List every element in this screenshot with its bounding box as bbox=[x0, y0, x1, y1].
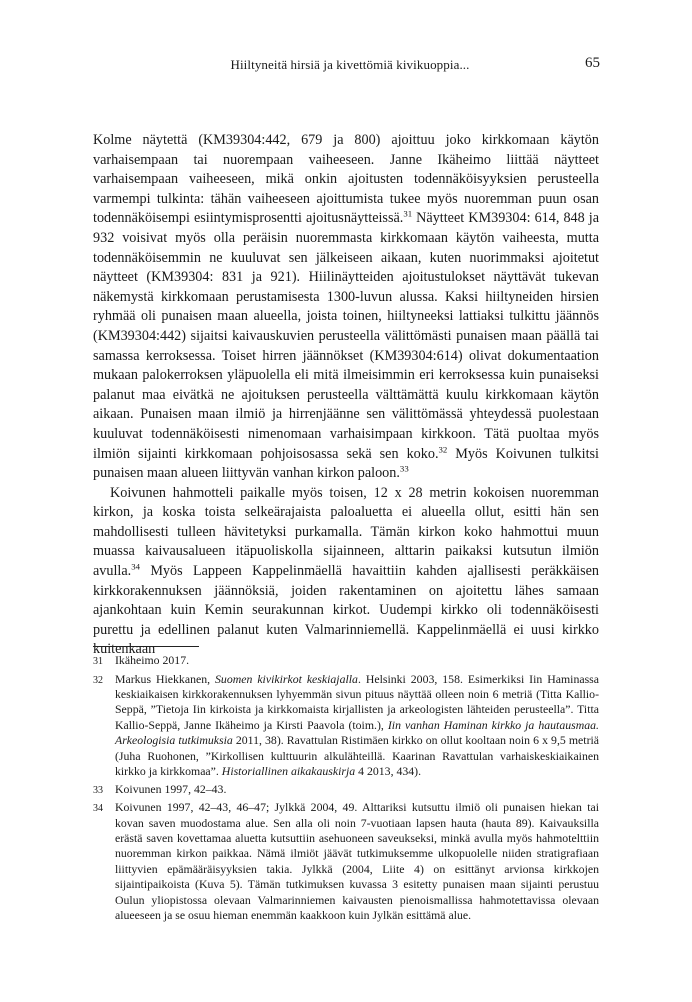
paragraph-2 bbox=[93, 484, 599, 660]
footnote-number: 33 bbox=[93, 784, 103, 796]
paragraph-2-text-a: Koivunen hahmotteli paikalle myös toisen, 12 x 28 metrin kokoisen nuoremman kirkon, ja koska toista selkeärajaista paloaluetta ei alueella ollut, esitti hän sen mahdollisesti tulleen hävitetyksi purkamalla. Tämän kirkon koko hahmottui muun muassa kaivausalueen itäpuoliskolla sijainneen, alttarin paikaksi kutsutun ilmiön avulla. bbox=[93, 484, 599, 580]
footnote-ref-34[interactable]: 34 bbox=[131, 561, 141, 572]
body-text bbox=[93, 131, 599, 660]
footnote-journal-title: Historiallinen aikakauskirja bbox=[221, 764, 356, 779]
paragraph-1-text-a: Kolme näytettä (KM39304:442, 679 ja 800) ajoittuu joko kirkkomaan käytön varhaisempaan tai nuorempaan vaiheeseen. Janne Ikäheimo liittää näytteet varhaisempaan vaiheeseen, mikä onkin ajoitusten todennäköisyyksien perusteella varmempi tulkinta: tähän vaiheeseen ajoittumista tukee myös nuoremman puun osan todennäköisempi esiintymisprosentti ajoitusnäytteissä. bbox=[93, 132, 599, 227]
paragraph-1 bbox=[93, 131, 599, 484]
footnote-ref-32[interactable]: 32 bbox=[438, 443, 448, 454]
footnote-text-part: Koivunen 1997, 42–43. bbox=[115, 781, 227, 796]
paragraph-2-text-b: Myös Lappeen Kappelinmäellä havaittiin kahden ajallisesti peräkkäisen kirkkorakennuksen jäännöksiä, joiden rakentaminen on ajoitettu lähes samaan ajankohtaan kuin Kemin seurakunnan kirkot. Uudempi kirkko oli todennäköisesti purettu ja edellinen palanut kuten Valmarinniemellä. Kappelinmäellä ei uusi kirkko kuitenkaan bbox=[93, 563, 599, 658]
footnote-text-part: 2011, 38). Ravattulan Ristimäen kirkko on ollut kooltaan noin 6 x 9,5 metriä (Juha Ruohonen, ”Kirkollisen kulttuurin alkulähteillä. Kaarinan Ravattulan varhaiskeskiaikainen kirkko ja kirkkomaa”. bbox=[115, 733, 600, 779]
footnote-text bbox=[115, 782, 599, 798]
footnote-book-title: Suomen kivikirkot keskiajalla bbox=[215, 671, 358, 686]
footnote-number: 32 bbox=[93, 674, 103, 686]
paragraph-1-text-b: Näytteet KM39304: 614, 848 ja 932 voisivat myös olla peräisin nuoremmasta kirkkomaan käytön vaiheesta, mutta todennäköisemmin ne kuuluvat sen jälkeiseen aikaan, kuten nuorimmaksi ajoitetut näytteet (KM39304: 831 ja 921). Hiilinäytteiden ajoitustulokset näyttävät tukevan näkemystä kirkkomaan perustamisesta 1300-luvun alussa. Kaksi hiiltyneiden hirsien ryhmää oli punaisen maan alueella, joista toinen, hiiltyneeksi lattiaksi tulkittu jäännös (KM39304:442) sijaitsi kaivauskuvien perusteella välittömästi punaisen maan päällä tai samassa kerroksessa. Toiset hirren jäännökset (KM39304:614) olivat dokumentaation mukaan palokerroksen yläpuolella eli mitä ilmeisimmin eri kerroksessa kuin punaiseksi palanut maa eivätkä ne ajoituksen perusteella välttämättä kuulu kirkkomaan käytön aikaan. Punaisen maan ilmiö ja hirrenjäänne sen välittömässä yhteydessä puolestaan kuuluvat todennäköisesti nimenomaan varhaisimpaan kirkkoon. Tätä puoltaa myös ilmiön sijainti kirkkomaan pohjoisosassa sekä sen koko. bbox=[93, 210, 600, 462]
footnote-32 bbox=[93, 672, 599, 780]
paragraph-1-text-c: Myös Koivunen tulkitsi punaisen maan alueen liittyvän vanhan kirkon paloon. bbox=[93, 445, 599, 482]
footnote-text-part: . Helsinki 2003, 158. Esimerkiksi Iin Haminassa keskiaikaisen kirkkorakennuksen lyhyemmän sivun pituus näyttää olleen noin 6 metriä (Titta Kallio-Seppä, ”Tietoja Iin kirkoista ja kirkkomaista kirjallisten ja arkeologisten lähteiden perusteella”. Titta Kallio-Seppä, Janne Ikäheimo ja Kirsti Paavola (toim.), bbox=[115, 671, 600, 732]
running-title: Hiiltyneitä hirsiä ja kivettömiä kivikuoppia... bbox=[230, 57, 470, 72]
footnote-text bbox=[115, 653, 599, 669]
footnote-ref-31[interactable]: 31 bbox=[403, 208, 413, 219]
footnote-31 bbox=[93, 653, 599, 669]
footnote-text bbox=[115, 672, 599, 780]
page-number: 65 bbox=[585, 55, 600, 71]
footnote-33 bbox=[93, 782, 599, 798]
footnote-34 bbox=[93, 800, 599, 923]
footnotes bbox=[93, 653, 599, 926]
footnote-ref-33[interactable]: 33 bbox=[399, 463, 409, 474]
footnote-text-part: 4 2013, 434). bbox=[355, 764, 422, 779]
footnote-number: 31 bbox=[93, 656, 103, 667]
footnote-separator bbox=[93, 646, 199, 647]
footnote-number: 34 bbox=[93, 803, 103, 815]
footnote-text-part: Ikäheimo 2017. bbox=[115, 653, 190, 667]
footnote-book-title: Iin vanhan Haminan kirkko ja hautausmaa. Arkeologisia tutkimuksia bbox=[115, 717, 599, 748]
footnote-text-part: Koivunen 1997, 42–43, 46–47; Jylkkä 2004, 49. Alttariksi kutsuttu ilmiö oli punaisen hiekan tai kovan saven muodostama alue. Sen alla oli noin 7-vuotiaan lapsen hauta (hauta 89). Kaivauksilla erästä saven kovettamaa aluetta kutsuttiin asehuoneen saveukseksi, minkä avulla myös hahmotelttiin nuoremman kirkon paikkaa. Nämä ilmiöt jäävät tutkimuksemme ulkopuolelle niiden stratigrafiaan liittyvien epämääräisyyksien takia. Jylkkä (2004, Liite 4) on esittänyt arvionsa kirkkojen sijaintipaikoista (Kuva 5). Tämän tutkimuksen kuvassa 3 esitetty punaisen maan sijainti perustuu Oulun yliopistossa olevaan Valmarinniemen kaivausten pienoismallissa hahmotettavissa olevaan alueeseen ja se osuu hieman enemmän kaakkoon kuin Jylkän esittämä alue. bbox=[115, 800, 599, 923]
footnote-text bbox=[115, 800, 599, 923]
footnote-text-part: Markus Hiekkanen, bbox=[115, 671, 216, 686]
